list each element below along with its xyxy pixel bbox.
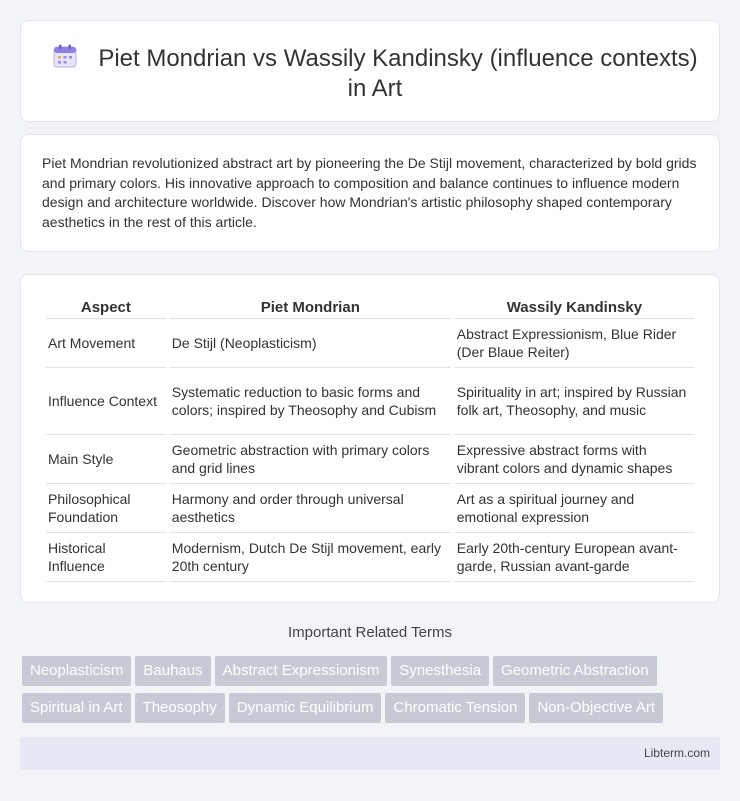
table-row [46,435,694,484]
row-mondrian: De Stijl (Neoplasticism) [170,319,451,368]
tag-dynamic-equilibrium[interactable]: Dynamic Equilibrium [229,693,382,723]
row-aspect: Art Movement [46,319,166,368]
page-title-wrap [51,43,699,104]
tag-spiritual-in-art[interactable]: Spiritual in Art [22,693,131,723]
tag-theosophy[interactable]: Theosophy [135,693,225,723]
header-kandinsky: Wassily Kandinsky [455,294,694,319]
footer-site-link[interactable]: Libterm.com [643,746,710,760]
tag-chromatic-tension[interactable]: Chromatic Tension [385,693,525,723]
footer [20,737,720,770]
row-mondrian: Harmony and order through universal aesthetics [170,484,451,533]
table-row [46,533,694,582]
header-aspect: Aspect [46,294,166,319]
comparison-card [20,274,720,603]
tag-neoplasticism[interactable]: Neoplasticism [22,656,131,686]
intro-card [20,134,720,252]
page-title: Piet Mondrian vs Wassily Kandinsky (influence contexts) in Art [98,45,698,102]
tag-non-objective-art[interactable]: Non-Objective Art [529,693,663,723]
table-header-row [46,294,694,319]
row-mondrian: Modernism, Dutch De Stijl movement, early 20th century [170,533,451,582]
header-mondrian: Piet Mondrian [170,294,451,319]
tag-abstract-expressionism[interactable]: Abstract Expressionism [215,656,388,686]
row-kandinsky: Art as a spiritual journey and emotional expression [455,484,694,533]
row-mondrian: Systematic reduction to basic forms and colors; inspired by Theosophy and Cubism [170,368,451,435]
row-aspect: Historical Influence [46,533,166,582]
row-aspect: Main Style [46,435,166,484]
tag-row [22,693,722,730]
related-terms-title: Important Related Terms [288,624,452,641]
row-aspect: Philosophical Foundation [46,484,166,533]
tag-bauhaus[interactable]: Bauhaus [135,656,210,686]
row-kandinsky: Spirituality in art; inspired by Russian folk art, Theosophy, and music [455,368,694,435]
table-row [46,484,694,533]
tag-row [22,656,722,693]
tag-geometric-abstraction[interactable]: Geometric Abstraction [493,656,657,686]
row-mondrian: Geometric abstraction with primary colors and grid lines [170,435,451,484]
table-row [46,319,694,368]
row-kandinsky: Expressive abstract forms with vibrant colors and dynamic shapes [455,435,694,484]
comparison-table [42,294,698,582]
row-kandinsky: Early 20th-century European avant-garde, Russian avant-garde [455,533,694,582]
row-aspect: Influence Context [46,368,166,435]
calendar-icon [52,43,78,69]
row-kandinsky: Abstract Expressionism, Blue Rider (Der Blaue Reiter) [455,319,694,368]
tag-synesthesia[interactable]: Synesthesia [391,656,489,686]
related-terms-list [22,656,722,730]
title-card [20,20,720,122]
intro-paragraph: Piet Mondrian revolutionized abstract art by pioneering the De Stijl movement, characterized by bold grids and primary colors. His innovative approach to composition and balance continues to influence modern design and architecture worldwide. Discover how Mondrian's artistic philosophy shaped contemporary aesthetics in the rest of this article. [42,155,697,230]
table-row [46,368,694,435]
